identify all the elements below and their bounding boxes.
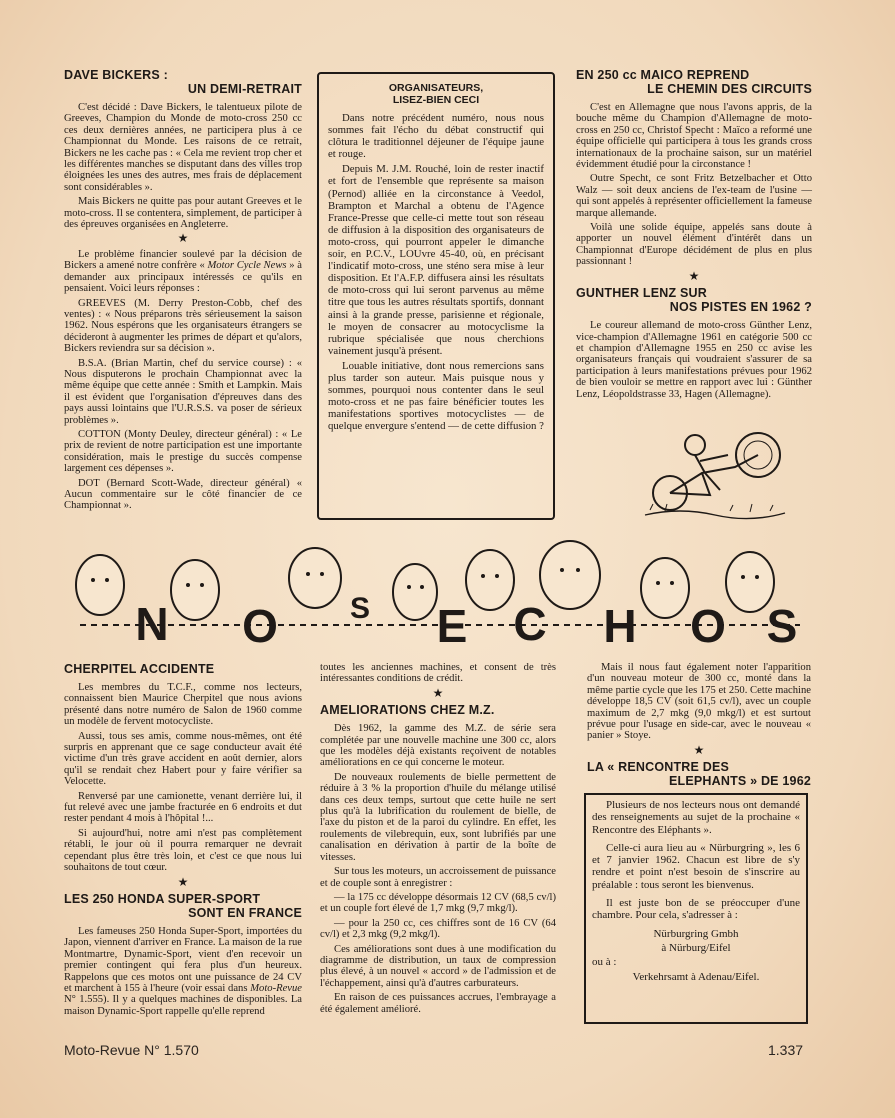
- greeves-p: GREEVES (M. Derry Preston-Cobb, chef des ventes) : « Nous préparons très sérieusement la saison 1962. Nous espérons que les organisateurs étrangers se décideront à augmenter les primes de départ et qu'alors, Bickers reviendra sur sa décision ».: [64, 297, 302, 355]
- honda-continued: toutes les anciennes machines, et consent de très intéressantes conditions de crédit.: [320, 662, 556, 685]
- dave-p2: Mais Bickers ne quitte pas pour autant Greeves et le moto-cross. Il se contentera, simplement, de participer à des épreuves organisées en Angleterre.: [64, 196, 302, 231]
- address-nurburg: à Nürburg/Eifel: [661, 941, 731, 954]
- address-adenau: Verkehrsamt à Adenau/Eifel.: [632, 970, 760, 983]
- cherpitel-p3: Renversé par une camionette, venant derrière lui, il fut relevé avec une jambe fracturée en 6 endroits et dut rester pendant 4 mois à l'hôpital !...: [64, 790, 302, 825]
- elephants-p2: Celle-ci aura lieu au « Nürburgring », les 6 et 7 janvier 1962. Chacun est libre de s'y rendre et point n'est besoin de s'inscrire au préalable : tous seront les bienvenus.: [592, 841, 800, 891]
- dave-bickers-heading: DAVE BICKERS : UN DEMI-RETRAIT: [64, 68, 302, 96]
- banner-letter-o2: O: [690, 600, 726, 652]
- separator-star: ★: [693, 742, 705, 757]
- left-column-lower: [64, 662, 302, 1020]
- cherpitel-p2: Aussi, tous ses amis, comme nous-mêmes, ont été surpris en apprenant que ce sage conducteur avait été victime d'un très grave accident en août dernier, alors qu'il se rendait chez Habert pour y faire vérifier sa Velocette.: [64, 730, 302, 788]
- mz-p5: — pour la 250 cc, ces chiffres sont de 16 CV (64 cv/l) et 2,3 mkg (9,2 mkg/l).: [320, 917, 556, 941]
- address-or: ou à :: [592, 956, 617, 969]
- separator-star: ★: [688, 268, 700, 283]
- footer-page-number: 1.337: [768, 1042, 804, 1058]
- separator-star: ★: [177, 874, 189, 889]
- elephants-box: [584, 793, 808, 1024]
- banner-letter-o: O: [242, 600, 278, 652]
- probleme-p1: Le problème financier soulevé par la décision de Bickers a amené notre confrère « Motor Cycle News » à demander aux principaux intéressés ce qu'ils en pensaient. Voici leurs réponses :: [64, 248, 302, 295]
- mz-p1: Dès 1962, la gamme des M.Z. de série sera complétée par une nouvelle machine une 300 cc, alors que les modèles déjà existants reçoivent de notables améliorations en ce qui concerne le moteur.: [320, 723, 556, 769]
- motocross-rider-illustration: [640, 415, 790, 525]
- banner-letter-h: H: [603, 600, 637, 652]
- mz-p7: En raison de ces puissances accrues, l'embrayage a été également amélioré.: [320, 992, 556, 1015]
- organisateurs-p2: Depuis M. J.M. Rouché, loin de rester inactif et fort de l'ensemble que représente sa maison (Pernod) alliée en la circonstance à Veedol, Brampton et Marchal a obtenu de l'Agence France-Presse que celle-ci mette tout son réseau de diffusion à la disposition des organisateurs de moto-cross, qui pourront appeler le dimanche soir, en P.C.V., LOUvre 45-40, où, en précisant l'indicatif moto-cross, une sténo sera mise à leur disposition. Et l'A.F.P. diffusera ainsi les résultats de moto-cross qui lui seront parvenus au même titre que tous les autres résultats sportifs, donnant ainsi à la grande presse, parisienne et régionale, le moyen de consacrer au motocyclisme la rubrique spécialisée que nous cherchions vainement jusqu'à présent.: [328, 163, 544, 357]
- dot-p: DOT (Bernard Scott-Wade, directeur général) « Aucun commentaire sur le côté financier de ce Championnat ».: [64, 477, 302, 512]
- left-column: [64, 68, 302, 515]
- mz-p2: De nouveaux roulements de bielle permettent de réduire à 3 % la proportion d'huile du mélange utilisé dans ces deux temps, surtout que cette huile ne sert plus qu'à la lubrification du roulement de bielle, de l'axe du piston et de la paroi du cylindre. En effet, les roulements de vilebrequin, eux, sont lubrifiés par une canalisation en dérivation à partir de la boîte de vitesses.: [320, 771, 556, 863]
- banner-letter-n: N: [135, 598, 169, 650]
- cherpitel-p4: Si aujourd'hui, notre ami n'est pas complètement rétabli, le jour où il pourra remarquer ne devrait cependant plus être très loin, et c'est ce que nous lui souhaitons de tout cœur.: [64, 827, 302, 874]
- maico-p2: Outre Specht, ce sont Fritz Betzelbacher et Otto Walz — soit deux anciens de l'ex-team de l'usine — qui sont appelés à représenter officiellement la fameuse marque allemande.: [576, 173, 812, 219]
- banner-letter-e: E: [436, 600, 468, 652]
- nos-echos-banner: [60, 530, 820, 660]
- elephants-heading: LA « RENCONTRE DES ELEPHANTS » DE 1962: [587, 760, 811, 789]
- banner-letter-c: C: [513, 598, 547, 650]
- address-nurburgring: Nürburgring Gmbh: [653, 927, 739, 940]
- dave-p1: C'est décidé : Dave Bickers, le talentueux pilote de Greeves, Champion du Monde de moto-cross 250 cc ces deux dernières années, ne participera plus à ce Championnat du Monde. Les raisons de ce retrait, Bickers ne les cache pas : « Cela me revient trop cher et les différentes manches se disputant dans des villes trop éloignées les unes des autres, mes frais de déplacement sont considérables ».: [64, 102, 302, 193]
- maico-heading: EN 250 cc MAICO REPREND LE CHEMIN DES CIRCUITS: [576, 68, 812, 96]
- cherpitel-p1: Les membres du T.C.F., comme nos lecteurs, connaissent bien Maurice Cherpitel que nous avions présenté dans notre numéro de Salon de 1960 comme un modèle de fervent motocycliste.: [64, 682, 302, 728]
- lenz-p1: Le coureur allemand de moto-cross Günther Lenz, vice-champion d'Allemagne 1961 en catégorie 500 cc et champion d'Allemagne 1955 en 250 cc avise les organisateurs français qui voudraient s'assurer de sa participation à leurs manifestations prévues pour 1962 de bien vouloir se mettre en rapport avec lui : Günther Lenz, Léopoldstrasse 33, Hagen (Allemagne).: [576, 320, 812, 400]
- honda-p1: Les fameuses 250 Honda Super-Sport, importées du Japon, viennent d'arriver en France. La maison de la rue Montmartre, Dynamic-Sport, vient d'en recevoir un premier contingent qui fera plus d'un heureux. Rappelons que ces motos ont une puissance de 24 CV et marchent à 155 à l'heure (voir essai dans Moto-Revue N° 1.555). Il y a quelques machines de disponibles. La maison Dynamic-Sport rappelle qu'elle reprend: [64, 925, 302, 1017]
- elephants-p3: Il est juste bon de se préoccuper d'une chambre. Pour cela, s'adresser à :: [592, 897, 800, 922]
- center-column-lower: [320, 662, 556, 1018]
- maico-p3: Voilà une solide équipe, appelés sans doute à apporter un nouvel élément d'intérêt dans un Championnat d'Europe décidément de plus en plus passionnant !: [576, 222, 812, 268]
- cherpitel-heading: CHERPITEL ACCIDENTE: [64, 662, 215, 676]
- banner-letter-s: S: [349, 592, 371, 625]
- footer-publication: Moto-Revue N° 1.570: [64, 1042, 199, 1058]
- cotton-p: COTTON (Monty Deuley, directeur général) : « Le prix de revient de notre participation est une importante considération, mais le prestige du succès compense largement ces dépenses ».: [64, 428, 302, 475]
- bsa-p: B.S.A. (Brian Martin, chef du service course) : « Nous disputerons le prochain Championnat avec la même équipe que cette année : Smith et Lampkin. Mais il est évident que l'organisation d'épreuves dans des pays aussi lointains que l'U.R.S.S. va poser de sérieux problèmes ».: [64, 357, 302, 426]
- mz-heading: AMELIORATIONS CHEZ M.Z.: [320, 703, 495, 718]
- mz-p4: — la 175 cc développe désormais 12 CV (68,5 cv/l) et un couple fort élevé de 1,7 mkg (9,7 mkg/l).: [320, 891, 556, 915]
- organisateurs-p3: Louable initiative, dont nous remercions sans plus tarder son auteur. Mais puisque nous y sommes, pourquoi nous contenter dans le seul moto-cross et ne pas faire bénéficier toutes les manifestations sportives motocyclistes — de quelque envergure s'entend — de cette diffusion ?: [328, 359, 544, 433]
- elephants-p1: Plusieurs de nos lecteurs nous ont demandé des renseignements au sujet de la prochaine « Rencontre des Eléphants ».: [592, 799, 800, 836]
- mz-300-p: Mais il nous faut également noter l'apparition d'un nouveau moteur de 300 cc, monté dans la même partie cycle que les 175 et 250. Cette machine développe 18,5 CV (soit 61,5 cv/l), avec un couple maximum de 2,7 mkg (9,0 mkg/l) et est surtout prévue pour l'usage en side-car, avec le nouveau « panier » Stoye.: [587, 662, 811, 742]
- right-column: [576, 68, 812, 403]
- maico-p1: C'est en Allemagne que nous l'avons appris, de la bouche même du Champion d'Allemagne de moto-cross en 250 cc, Christof Specht : Maïco a reformé une équipe officielle qui participera à tous les grands cross internationaux de la prochaine saison, sur un matériel évidemment étudié pour la circonstance !: [576, 102, 812, 171]
- mz-p3: Sur tous les moteurs, un accroissement de puissance et de couple sont à enregistrer :: [320, 866, 556, 889]
- mz-p6: Ces améliorations sont dues à une modification du diagramme de distribution, un taux de compression plus élevé, à un nouvel « accord » de l'admission et de l'échappement, ainsi qu'à d'autres carburateurs.: [320, 943, 556, 989]
- separator-star: ★: [177, 231, 189, 246]
- separator-star: ★: [432, 685, 444, 700]
- right-column-lower: [587, 662, 811, 794]
- banner-letter-s2: S: [766, 600, 798, 652]
- organisateurs-box: [317, 72, 555, 520]
- lenz-heading: GUNTHER LENZ SUR NOS PISTES EN 1962 ?: [576, 286, 812, 315]
- organisateurs-p1: Dans notre précédent numéro, nous nous sommes fait l'écho du débat constructif qui clôtura le traditionnel déjeuner de l'équipe jaune et rouge.: [328, 112, 544, 161]
- organisateurs-title: ORGANISATEURS, LISEZ-BIEN CECI: [388, 82, 484, 106]
- honda-heading: LES 250 HONDA SUPER-SPORT SONT EN FRANCE: [64, 891, 302, 920]
